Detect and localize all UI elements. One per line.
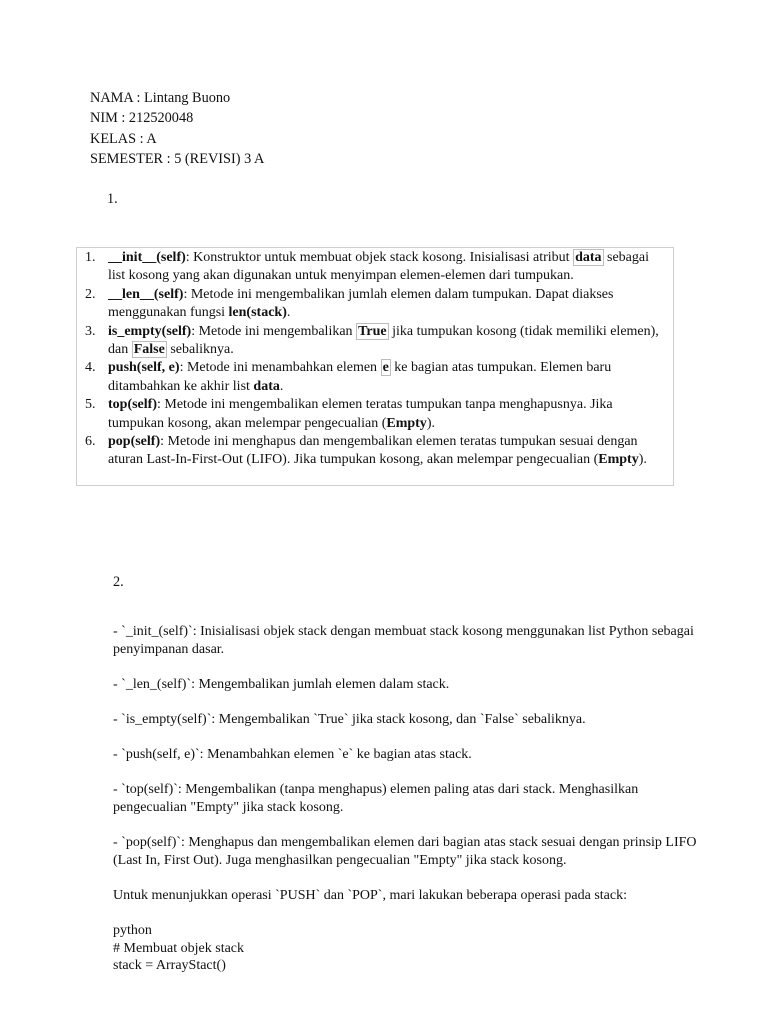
item-text: : Metode ini menghapus dan mengembalikan elemen teratas tumpukan sesuai dengan aturan Last-In-First-Out (LIFO). Jika tumpukan kosong, akan melempar pengecualian ( bbox=[108, 434, 638, 468]
method-list bbox=[77, 249, 675, 470]
paragraph: Untuk menunjukkan operasi `PUSH` dan `POP`, mari lakukan beberapa operasi pada stack: bbox=[113, 887, 627, 903]
section-1-number: 1. bbox=[107, 191, 118, 207]
code-line: python bbox=[113, 923, 152, 939]
list-item bbox=[77, 433, 675, 470]
item-text: : Metode ini mengembalikan elemen teratas tumpukan tanpa menghapusnya. Jika tumpukan kosong, akan melempar pengecualian ( bbox=[108, 397, 613, 431]
list-item bbox=[77, 323, 675, 360]
student-semester: SEMESTER : 5 (REVISI) 3 A bbox=[90, 150, 265, 167]
code-term: data bbox=[575, 250, 602, 265]
code-term: data bbox=[253, 378, 280, 394]
list-item bbox=[77, 286, 675, 323]
item-text: : Metode ini mengembalikan jumlah elemen dalam tumpukan. Dapat diakses menggunakan fungsi bbox=[108, 286, 614, 321]
student-class: KELAS : A bbox=[90, 130, 157, 147]
item-text: . bbox=[286, 305, 291, 321]
method-term: push(self, e) bbox=[108, 360, 180, 376]
paragraph: - `push(self, e)`: Menambahkan elemen `e` ke bagian atas stack. bbox=[113, 747, 472, 763]
item-text: : Metode ini mengembalikan bbox=[191, 323, 357, 339]
list-number: 2. bbox=[85, 286, 96, 302]
student-name: NAMA : Lintang Buono bbox=[90, 90, 231, 106]
code-term: Empty bbox=[386, 415, 427, 431]
item-text: : Metode ini menambahkan elemen bbox=[179, 360, 381, 376]
code-line: # Membuat objek stack bbox=[113, 940, 245, 956]
code-term: True bbox=[358, 323, 387, 339]
paragraph: - `is_empty(self)`: Mengembalikan `True` jika stack kosong, dan `False` sebaliknya. bbox=[113, 711, 586, 727]
code-term: False bbox=[133, 342, 165, 358]
student-nim: NIM : 212520048 bbox=[90, 110, 194, 127]
section-2-body bbox=[113, 623, 703, 975]
item-text: sebaliknya. bbox=[166, 342, 234, 358]
item-text: sebagai list kosong yang akan digunakan untuk menyimpan elemen-elemen dari tumpukan. bbox=[108, 250, 649, 284]
item-text: ke bagian atas tumpukan. Elemen baru ditambahkan ke akhir list bbox=[108, 360, 612, 394]
code-term: len(stack) bbox=[228, 305, 287, 321]
list-item bbox=[77, 359, 675, 396]
item-text: ). bbox=[426, 415, 435, 431]
list-number: 1. bbox=[85, 250, 96, 265]
list-number: 6. bbox=[85, 434, 96, 450]
paragraph: - `pop(self)`: Menghapus dan mengembalikan elemen dari bagian atas stack sesuai dengan prinsip LIFO (Last In, First Out). Juga menghasilkan pengecualian "Empty" jika stack kosong. bbox=[113, 835, 697, 868]
paragraph: - `_init_(self)`: Inisialisasi objek stack dengan membuat stack kosong menggunakan list Python sebagai penyimpanan dasar. bbox=[113, 624, 694, 657]
item-text: : Konstruktor untuk membuat objek stack kosong. Inisialisasi atribut bbox=[185, 250, 574, 265]
method-term: pop(self) bbox=[108, 434, 161, 450]
method-term: __init__(self) bbox=[108, 250, 186, 265]
method-term: top(self) bbox=[108, 397, 157, 413]
list-number: 5. bbox=[85, 397, 96, 413]
code-line: stack = ArrayStact() bbox=[113, 958, 226, 974]
method-term: __len__(self) bbox=[108, 286, 184, 302]
list-item bbox=[77, 249, 675, 286]
item-text: jika tumpukan kosong (tidak memiliki elemen), dan bbox=[108, 323, 659, 358]
list-number: 4. bbox=[85, 360, 96, 376]
code-snippet bbox=[113, 922, 703, 975]
student-info bbox=[90, 88, 264, 169]
method-term: is_empty(self) bbox=[108, 323, 192, 339]
section-2-number: 2. bbox=[113, 574, 124, 590]
list-number: 3. bbox=[85, 323, 96, 339]
method-list-box bbox=[76, 247, 674, 486]
list-item bbox=[77, 396, 675, 433]
paragraph: - `_len_(self)`: Mengembalikan jumlah elemen dalam stack. bbox=[113, 676, 450, 692]
code-term: e bbox=[382, 360, 389, 376]
item-text: ). bbox=[638, 452, 647, 468]
paragraph: - `top(self)`: Mengembalikan (tanpa menghapus) elemen paling atas dari stack. Menghasilkan pengecualian "Empty" jika stack kosong. bbox=[113, 782, 639, 815]
code-term: Empty bbox=[598, 452, 639, 468]
item-text: . bbox=[279, 378, 284, 394]
